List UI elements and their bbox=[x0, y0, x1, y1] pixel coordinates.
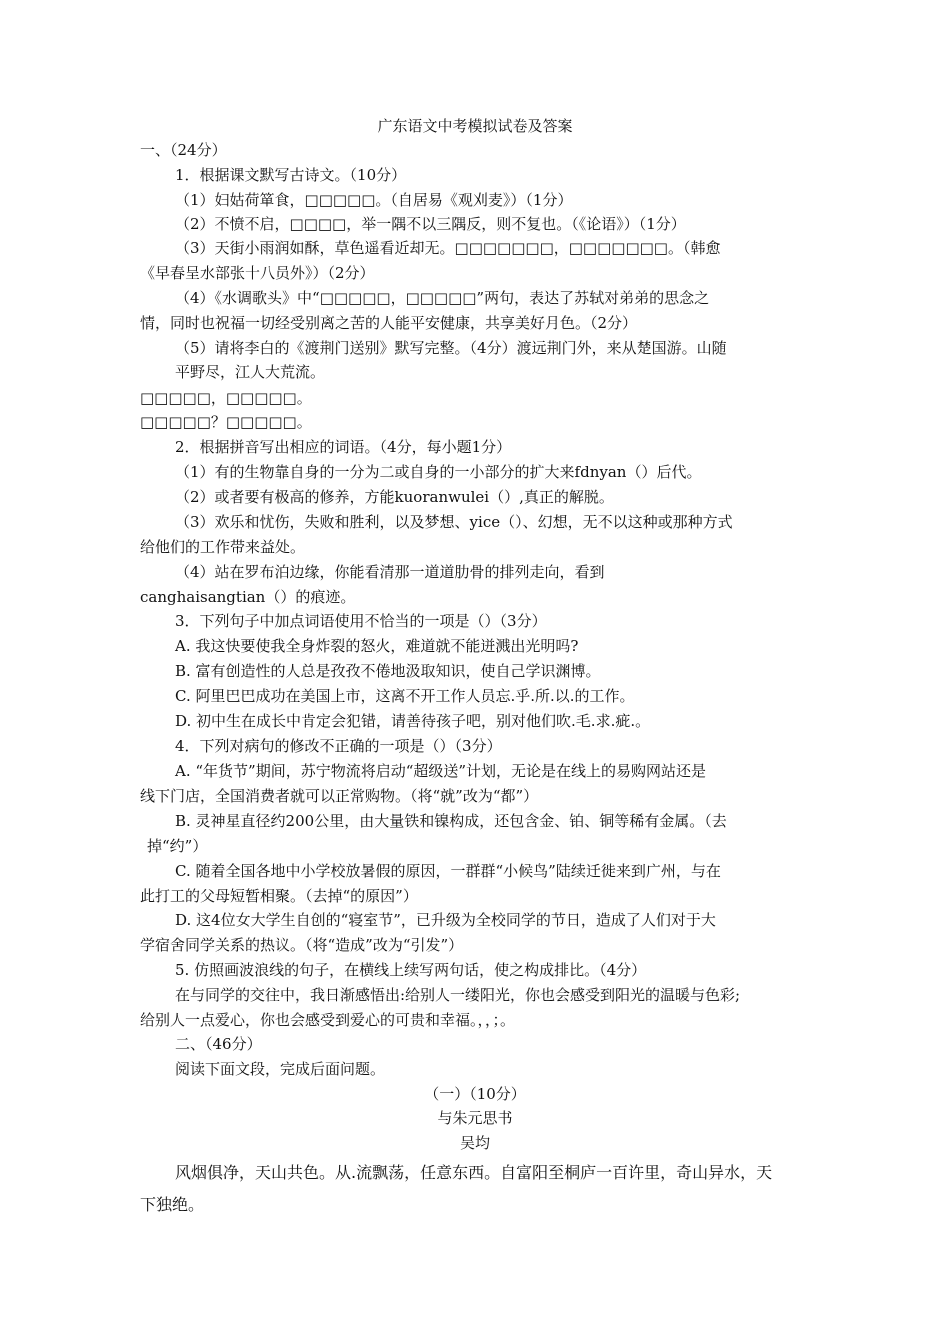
option-line: D. 这4位女大学生自创的“寝室节”，已升级为全校同学的节日，造成了人们对于大 bbox=[175, 911, 716, 929]
section-heading: 一、（24分） bbox=[140, 141, 227, 159]
question-heading: 4．下列对病句的修改不正确的一项是（）（3分） bbox=[175, 737, 502, 755]
text-line: （1）有的生物靠自身的一分为二或自身的一小部分的扩大来fdnyan（）后代。 bbox=[175, 463, 702, 481]
question-heading: 2．根据拼音写出相应的词语。（4分，每小题1分） bbox=[175, 438, 512, 456]
text-line: （2）或者要有极高的修养，方能kuoranwulei（）,真正的解脱。 bbox=[175, 488, 614, 506]
option-line: B. 灵神星直径约200公里，由大量铁和镍构成，还包含金、铂、铜等稀有金属。（去 bbox=[175, 812, 727, 830]
text-line: （3）欢乐和忧伤，失败和胜利，以及梦想、yice（）、幻想，无不以这种或那种方式 bbox=[175, 513, 733, 531]
option-line: D. 初中生在成长中肯定会犯错，请善待孩子吧，别对他们吹.毛.求.疵.。 bbox=[175, 712, 651, 730]
text-line: 给别人一点爱心，你也会感受到爱心的可贵和幸福。，，；。 bbox=[140, 1011, 516, 1029]
passage-number: （一）（10分） bbox=[424, 1085, 526, 1103]
option-line: C. 随着全国各地中小学校放暑假的原因，一群群“小候鸟”陆续迁徙来到广州，与在 bbox=[175, 862, 721, 880]
text-line: （1）妇姑荷箪食，□□□□□。（自居易《观刈麦》）（1分） bbox=[175, 191, 573, 209]
question-heading: 3．下列句子中加点词语使用不恰当的一项是（）（3分） bbox=[175, 612, 547, 630]
text-line: canghaisangtian（）的痕迹。 bbox=[140, 588, 356, 606]
passage-title: 与朱元思书 bbox=[437, 1109, 513, 1127]
option-line: A. 我这快要使我全身炸裂的怒火，难道就不能迸溅出光明吗? bbox=[175, 637, 579, 655]
text-line: （2）不愤不启，□□□□，举一隅不以三隅反，则不复也。（《论语》）（1分） bbox=[175, 215, 686, 233]
passage-author: 吴均 bbox=[459, 1134, 490, 1152]
option-line: 此打工的父母短暂相聚。（去掉“的原因”） bbox=[140, 887, 418, 905]
option-line: A. “年货节”期间，苏宁物流将启动“超级送”计划，无论是在线上的易购网站还是 bbox=[175, 762, 707, 780]
section-heading: 二、（46分） bbox=[175, 1035, 262, 1053]
text-line: 阅读下面文段，完成后面问题。 bbox=[175, 1060, 386, 1078]
text-line: 在与同学的交往中，我日渐感悟出:给别人一缕阳光，你也会感受到阳光的温暖与色彩; bbox=[175, 986, 741, 1004]
option-line: B. 富有创造性的人总是孜孜不倦地汲取知识，使自己学识渊博。 bbox=[175, 662, 601, 680]
passage-text: 下独绝。 bbox=[140, 1195, 205, 1214]
text-line: （3）天街小雨润如酥，草色遥看近却无。□□□□□□□，□□□□□□□。（韩愈 bbox=[175, 239, 721, 257]
text-line: □□□□□？□□□□□。 bbox=[140, 413, 312, 431]
option-line: 掉“约”） bbox=[147, 837, 208, 855]
text-line: 《早春呈水部张十八员外》）（2分） bbox=[140, 264, 375, 282]
document-title: 广东语文中考模拟试卷及答案 bbox=[377, 117, 573, 135]
question-heading: 5. 仿照画波浪线的句子，在横线上续写两句话，使之构成排比。（4分） bbox=[175, 961, 647, 979]
option-line: 线下门店，全国消费者就可以正常购物。（将“就”改为“都”） bbox=[140, 787, 539, 805]
option-line: C. 阿里巴巴成功在美国上市，这离不开工作人员忘.乎.所.以.的工作。 bbox=[175, 687, 635, 705]
text-line: □□□□□，□□□□□。 bbox=[140, 389, 312, 407]
question-heading: 1．根据课文默写古诗文。（10分） bbox=[175, 166, 407, 184]
text-line: （4）站在罗布泊边缘，你能看清那一道道肋骨的排列走向，看到 bbox=[175, 563, 605, 581]
passage-text: 风烟俱净，天山共色。从.流飘荡，任意东西。自富阳至桐庐一百许里，奇山异水，天 bbox=[175, 1163, 773, 1182]
text-line: （5）请将李白的《渡荆门送别》默写完整。（4分）渡远荆门外，来从楚国游。山随 bbox=[175, 339, 727, 357]
text-line: 平野尽，江人大荒流。 bbox=[175, 363, 326, 381]
text-line: 给他们的工作带来益处。 bbox=[140, 538, 306, 556]
option-line: 学宿舍同学关系的热议。（将“造成”改为“引发”） bbox=[140, 936, 464, 954]
text-line: 情，同时也祝福一切经受别离之苦的人能平安健康，共享美好月色。（2分） bbox=[140, 314, 638, 332]
text-line: （4）《水调歌头》中“□□□□□，□□□□□”两句，表达了苏轼对弟弟的思念之 bbox=[175, 289, 710, 307]
